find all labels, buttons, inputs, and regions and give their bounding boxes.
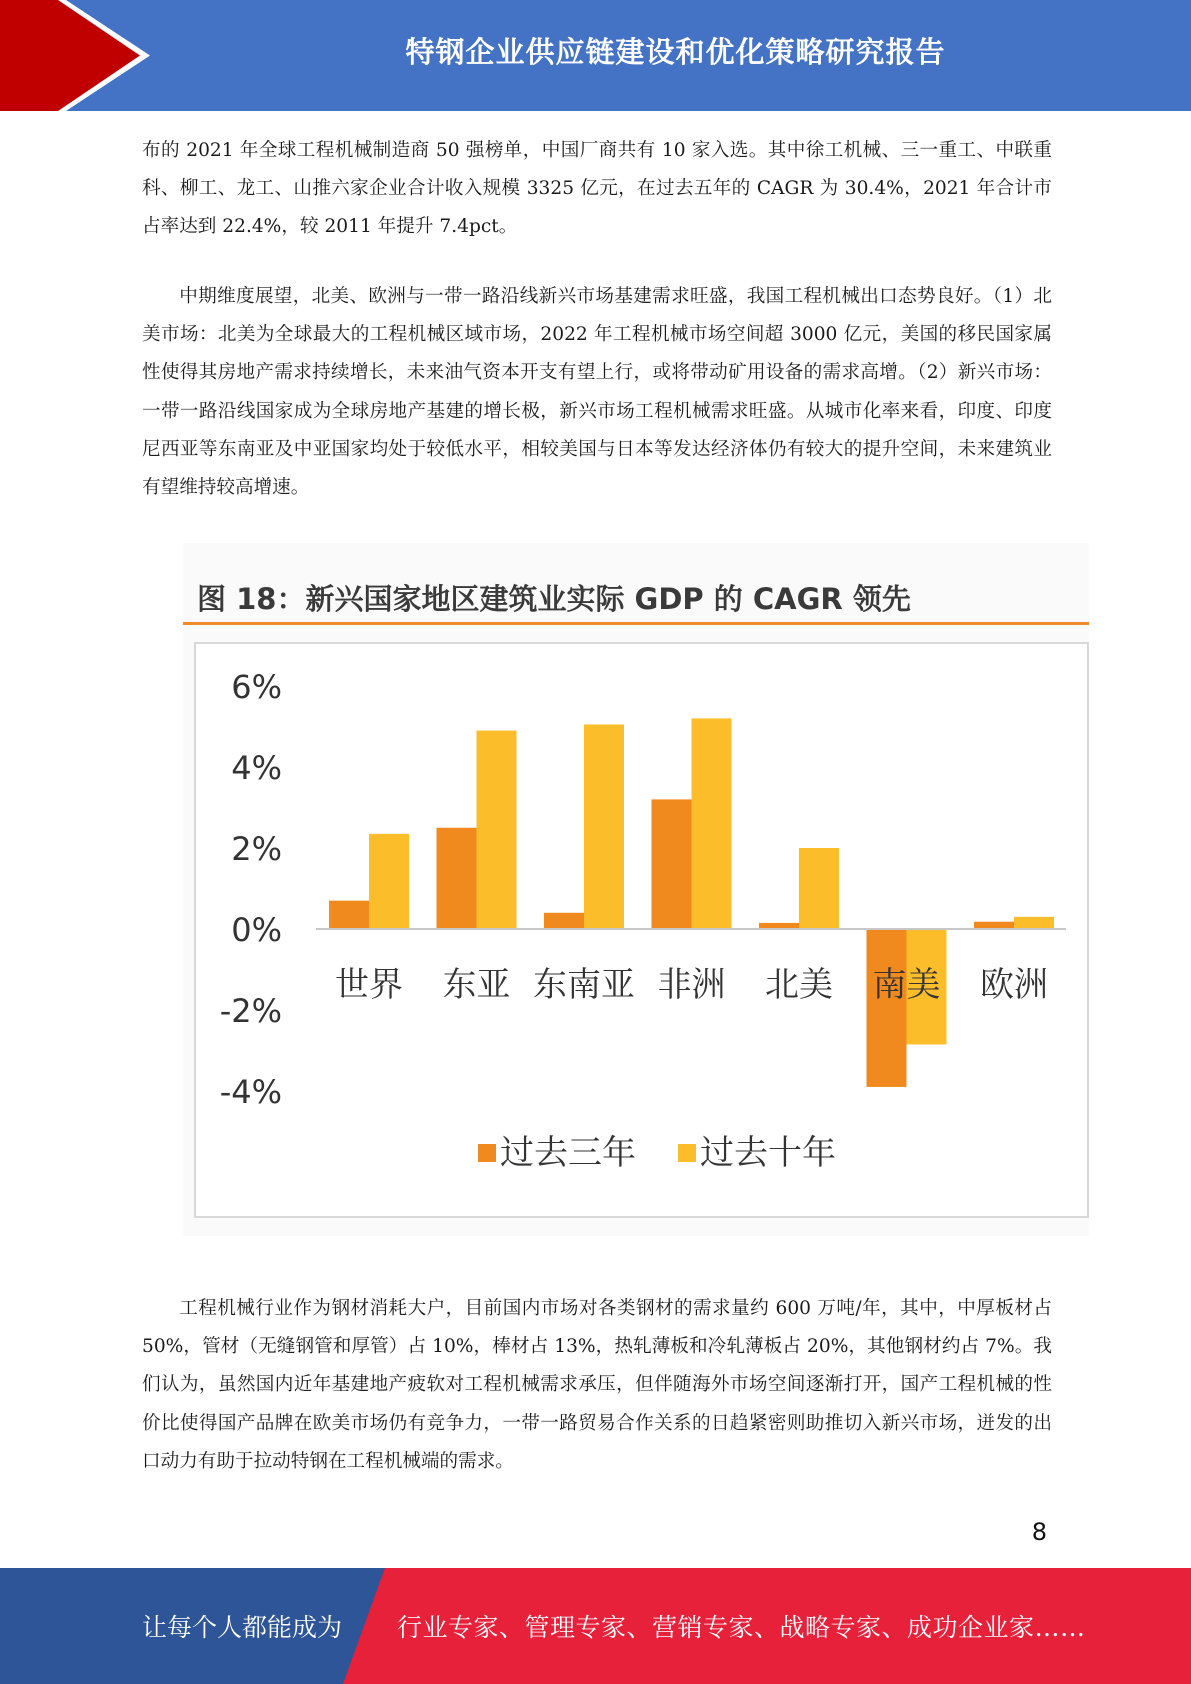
bar-past-3y: [329, 901, 369, 929]
legend-label: 过去十年: [700, 1133, 836, 1173]
figure-title-underline: [183, 622, 1089, 625]
bar-past-10y: [799, 848, 839, 929]
bar-past-3y: [437, 828, 477, 929]
x-category-label: 北美: [765, 965, 833, 1005]
legend-swatch: [678, 1144, 696, 1162]
bar-past-3y: [544, 913, 584, 929]
x-category-label: 世界: [335, 965, 403, 1005]
page-footer: [0, 1568, 1191, 1684]
chart-area: [194, 642, 1089, 1218]
y-tick-label: -2%: [219, 992, 282, 1030]
bar-past-10y: [692, 718, 732, 929]
x-category-label: 东亚: [442, 965, 511, 1005]
legend-label: 过去三年: [500, 1133, 636, 1173]
y-tick-label: 4%: [231, 749, 282, 787]
bar-past-3y: [652, 799, 692, 929]
page-number: 8: [1031, 1518, 1047, 1546]
page-header: [0, 0, 1191, 111]
y-tick-label: -4%: [219, 1073, 282, 1111]
legend-swatch: [478, 1144, 496, 1162]
bar-past-10y: [584, 724, 624, 929]
report-title: 特钢企业供应链建设和优化策略研究报告: [405, 34, 946, 69]
bar-past-10y: [477, 731, 517, 929]
y-tick-label: 6%: [231, 668, 282, 706]
bar-past-3y: [974, 922, 1014, 929]
bar-chart: [196, 644, 1087, 1216]
header-arrow-decoration: [0, 0, 160, 111]
figure-18: [183, 543, 1089, 1236]
body-paragraph-3: 工程机械行业作为钢材消耗大户，目前国内市场对各类钢材的需求量约 600 万吨/年，其中，中厚板材占 50%，管材（无缝钢管和厚管）占 10%，棒材占 13%，热轧薄板和冷轧薄板占 20%，其他钢材约占 7%。我们认为，虽然国内近年基建地产疲软对工程机械需求承压，但伴随海外市场空间逐渐打开，国产工程机械的性价比使得国产品牌在欧美市场仍有竞争力，一带一路贸易合作关系的日趋紧密则助推切入新兴市场，迸发的出口动力有助于拉动特钢在工程机械端的需求。: [142, 1298, 1052, 1472]
footer-slogan-right: 行业专家、管理专家、营销专家、战略专家、成功企业家……: [397, 1613, 1086, 1642]
bar-past-10y: [1014, 917, 1054, 929]
body-paragraph-2: 中期维度展望，北美、欧洲与一带一路沿线新兴市场基建需求旺盛，我国工程机械出口态势良好。（1）北美市场：北美为全球最大的工程机械区域市场，2022 年工程机械市场空间超 3000 亿元，美国的移民国家属性使得其房地产需求持续增长，未来油气资本开支有望上行，或将带动矿用设备的需求高增。（2）新兴市场：一带一路沿线国家成为全球房地产基建的增长极，新兴市场工程机械需求旺盛。从城市化率来看，印度、印度尼西亚等东南亚及中亚国家均处于较低水平，相较美国与日本等发达经济体仍有较大的提升空间，未来建筑业有望维持较高增速。: [142, 286, 1052, 499]
y-tick-label: 0%: [231, 911, 282, 949]
figure-title: 图 18：新兴国家地区建筑业实际 GDP 的 CAGR 领先: [197, 582, 911, 616]
y-tick-label: 2%: [231, 830, 282, 868]
x-category-label: 非洲: [657, 965, 726, 1005]
x-category-label: 南美: [872, 965, 941, 1005]
body-paragraph-1: 布的 2021 年全球工程机械制造商 50 强榜单，中国厂商共有 10 家入选。其中徐工机械、三一重工、中联重科、柳工、龙工、山推六家企业合计收入规模 3325 亿元，在过去五年的 CAGR 为 30.4%，2021 年合计市占率达到 22.4%，较 2011 年提升 7.4pct。: [142, 140, 1052, 238]
bar-past-3y: [867, 929, 907, 1087]
footer-slogan-left: 让每个人都能成为: [142, 1613, 343, 1642]
bar-past-10y: [369, 834, 409, 929]
x-category-label: 欧洲: [980, 965, 1048, 1005]
x-category-label: 东南亚: [533, 965, 635, 1005]
